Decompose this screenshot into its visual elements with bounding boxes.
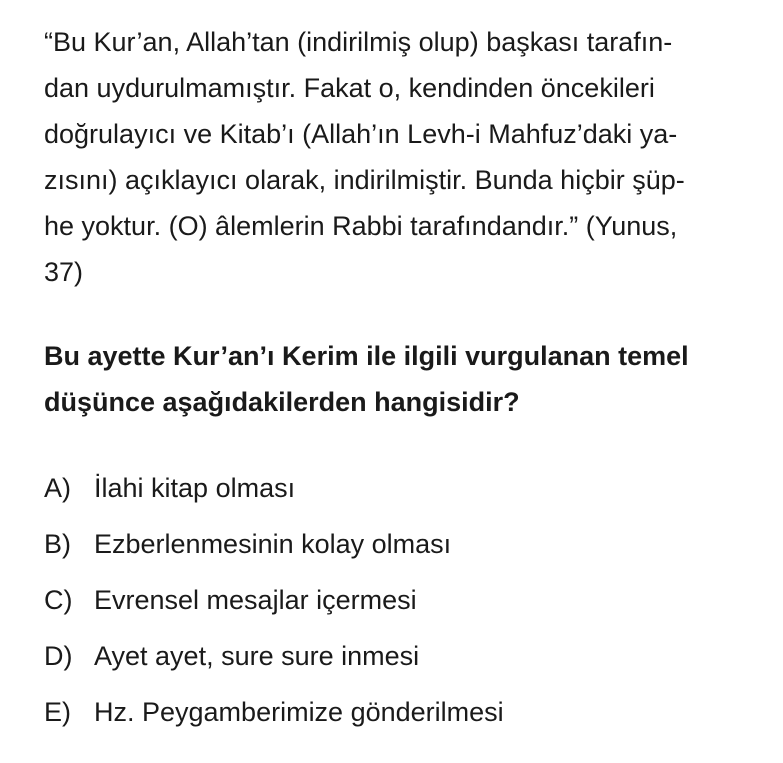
- option-c[interactable]: [44, 584, 417, 616]
- option-text: Evrensel mesajlar içermesi: [94, 585, 417, 615]
- quote-line: he yoktur. (O) âlemlerin Rabbi tarafındandır.” (Yunus,: [44, 211, 678, 241]
- option-letter: A): [44, 473, 71, 503]
- option-text: Ayet ayet, sure sure inmesi: [94, 641, 420, 671]
- question-line: Bu ayette Kur’an’ı Kerim ile ilgili vurgulanan temel: [44, 341, 689, 371]
- option-a[interactable]: [44, 472, 295, 504]
- quote-line: zısını) açıklayıcı olarak, indirilmiştir. Bunda hiçbir şüp-: [44, 165, 685, 195]
- option-letter: D): [44, 641, 73, 671]
- option-text: İlahi kitap olması: [94, 473, 296, 503]
- option-letter: B): [44, 529, 71, 559]
- option-text: Hz. Peygamberimize gönderilmesi: [94, 697, 504, 727]
- option-e[interactable]: [44, 696, 504, 728]
- option-letter: E): [44, 697, 71, 727]
- option-b[interactable]: [44, 528, 451, 560]
- quote-line: doğrulayıcı ve Kitab’ı (Allah’ın Levh-i Mahfuz’daki ya-: [44, 119, 678, 149]
- quote-line: “Bu Kur’an, Allah’tan (indirilmiş olup) başkası tarafın-: [44, 27, 673, 57]
- quote-line: 37): [44, 257, 84, 287]
- quote-line: dan uydurulmamıştır. Fakat o, kendinden öncekileri: [44, 73, 655, 103]
- option-letter: C): [44, 585, 73, 615]
- option-d[interactable]: [44, 640, 419, 672]
- question-line: düşünce aşağıdakilerden hangisidir?: [44, 387, 520, 417]
- option-text: Ezberlenmesinin kolay olması: [94, 529, 452, 559]
